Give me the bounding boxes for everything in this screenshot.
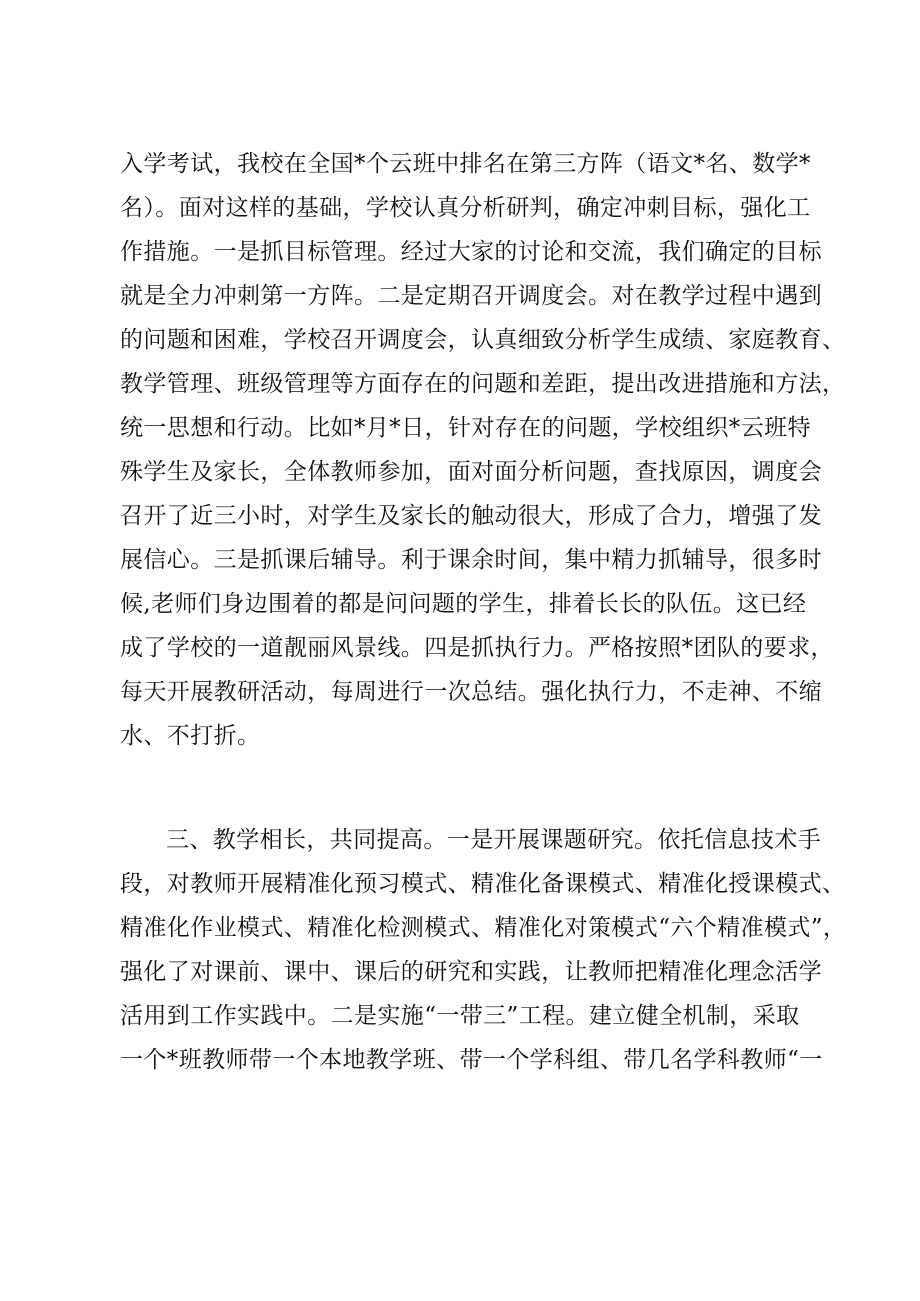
text-line: 就是全力冲刺第一方阵。二是定期召开调度会。对在教学过程中遇到 — [120, 283, 822, 309]
text-line: 活用到工作实践中。二是实施“一带三”工程。建立健全机制，采取 — [120, 1003, 800, 1029]
text-line: 段，对教师开展精准化预习模式、精准化备课模式、精准化授课模式、 — [120, 871, 846, 897]
text-line: 精准化作业模式、精准化检测模式、精准化对策模式“六个精准模式”， — [120, 915, 847, 941]
text-line: 教学管理、班级管理等方面存在的问题和差距，提出改进措施和方法， — [120, 371, 846, 397]
text-line: 召开了近三小时，对学生及家长的触动很大，形成了合力，增强了发 — [120, 503, 822, 529]
text-line: 入学考试，我校在全国*个云班中排名在第三方阵（语文*名、数学* — [120, 151, 811, 177]
text-line: 一个*班教师带一个本地教学班、带一个学科组、带几名学科教师“一 — [120, 1047, 823, 1073]
text-line: 强化了对课前、课中、课后的研究和实践，让教师把精准化理念活学 — [120, 959, 822, 985]
text-line: 名）。面对这样的基础，学校认真分析研判，确定冲刺目标，强化工 — [120, 195, 811, 221]
text-line: 作措施。一是抓目标管理。经过大家的讨论和交流，我们确定的目标 — [120, 239, 822, 265]
text-line: 水、不打折。 — [120, 723, 261, 749]
text-line: 每天开展教研活动，每周进行一次总结。强化执行力，不走神、不缩 — [120, 679, 822, 705]
text-line: 候,老师们身边围着的都是问问题的学生，排着长长的队伍。这已经 — [120, 591, 807, 617]
text-line: 殊学生及家长，全体教师参加，面对面分析问题，查找原因，调度会 — [120, 459, 822, 485]
text-line: 的问题和困难，学校召开调度会，认真细致分析学生成绩、家庭教育、 — [120, 327, 846, 353]
text-line: 统一思想和行动。比如*月*日，针对存在的问题，学校组织*云班特 — [120, 415, 811, 441]
text-line: 展信心。三是抓课后辅导。利于课余时间，集中精力抓辅导，很多时 — [120, 547, 822, 573]
text-line: 三、教学相长，共同提高。一是开展课题研究。依托信息技术手 — [166, 827, 822, 853]
text-line: 成了学校的一道靓丽风景线。四是抓执行力。严格按照*团队的要求， — [120, 635, 834, 661]
